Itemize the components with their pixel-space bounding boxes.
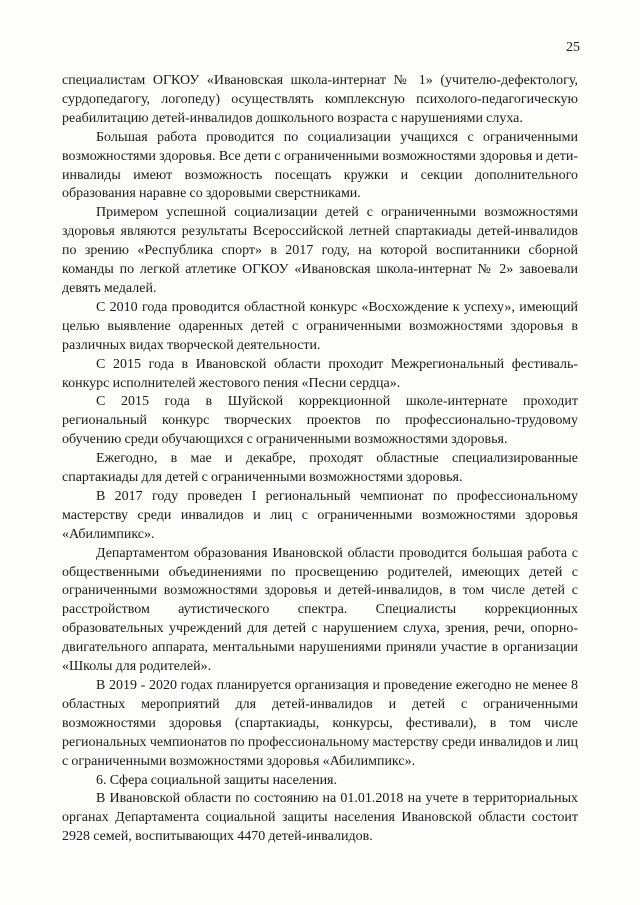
paragraph-8: В 2017 году проведен I региональный чемпионат по профессиональному мастерству среди инвалидов и лиц с ограниченными возможностями здоровья «Абилимпикс». [62, 488, 578, 542]
paragraph-3: Примером успешной социализации детей с ограниченными возможностями здоровья являются результаты Всероссийской летней спартакиады детей-инвалидов по зрению «Республика спорт» в 2017 году, на которой воспитанники сборной команды по легкой атлетике ОГКОУ «Ивановская школа-интернат № 2» завоевали девять медалей. [62, 205, 578, 296]
paragraph-12: В Ивановской области по состоянию на 01.01.2018 на учете в территориальных органах Департамента социальной защиты населения Ивановской области состоит 2928 семей, воспитывающих 4470 детей-инвалидов. [62, 791, 578, 845]
section-heading: 6. Сфера социальной защиты населения. [96, 772, 337, 788]
paragraph-5: С 2015 года в Ивановской области проходит Межрегиональный фестиваль-конкурс исполнителей жестового пения «Песни сердца». [62, 356, 578, 391]
paragraph-6: С 2015 года в Шуйской коррекционной школе-интернате проходит региональный конкурс творческих проектов по профессионально-трудовому обучению среди обучающихся с ограниченными возможностями здоровья. [62, 394, 578, 448]
page-number: 25 [566, 40, 580, 55]
paragraph-4: С 2010 года проводится областной конкурс «Восхождение к успеху», имеющий целью выявление одаренных детей с ограниченными возможностями здоровья в различных видах творческой деятельности. [62, 299, 578, 353]
body-text [62, 72, 578, 847]
paragraph-1: специалистам ОГКОУ «Ивановская школа-интернат № 1» (учителю-дефектологу, сурдопедагогу, логопеду) осуществлять комплексную психолого-педагогическую реабилитацию детей-инвалидов дошкольного возраста с нарушениями слуха. [62, 73, 578, 126]
paragraph-10: В 2019 - 2020 годах планируется организация и проведение ежегодно не менее 8 областных мероприятий для детей-инвалидов и детей с ограниченными возможностями здоровья (спартакиады, конкурсы, фестивали), в том числе региональных чемпионатов по профессиональному мастерству среди инвалидов и лиц с ограниченными возможностями здоровья «Абилимпикс». [62, 678, 578, 769]
paragraph-9: Департаментом образования Ивановской области проводится большая работа с общественными объединениями по просвещению родителей, имеющих детей с ограниченными возможностями здоровья и детей-инвалидов, в том числе детей с расстройством аутистического спектра. Специалисты коррекционных образовательных учреждений для детей с нарушением слуха, зрения, речи, опорно-двигательного аппарата, ментальными нарушениями приняли участие в организации «Школы для родителей». [62, 545, 578, 675]
paragraph-7: Ежегодно, в мае и декабре, проходят областные специализированные спартакиады для детей с ограниченными возможностями здоровья. [62, 451, 578, 486]
paragraph-2: Большая работа проводится по социализации учащихся с ограниченными возможностями здоровья. Все дети с ограниченными возможностями здоровья и дети-инвалиды имеют возможность посещать кружки и секции дополнительного образования наравне со здоровыми сверстниками. [62, 129, 578, 202]
